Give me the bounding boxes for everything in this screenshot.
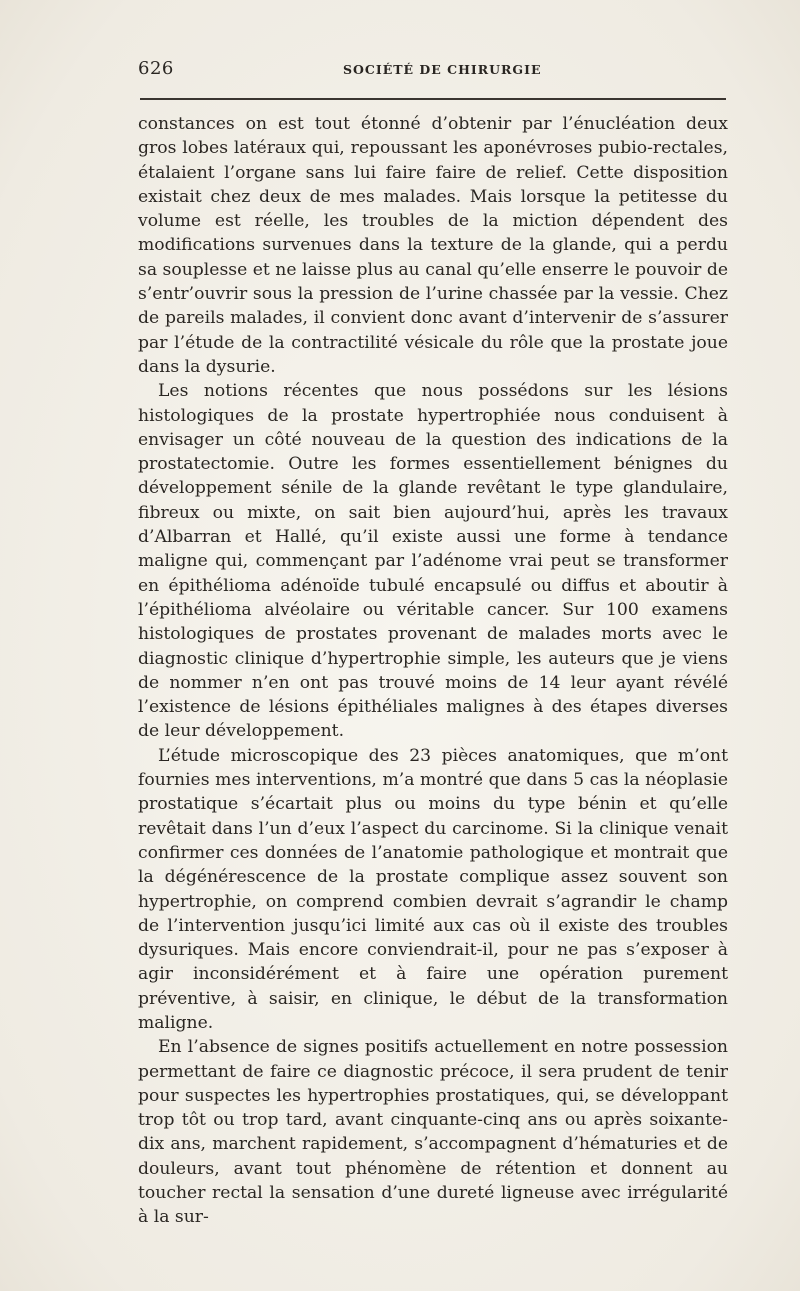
paragraph-histology: Les notions récentes que nous possédons sur les lésions histologiques de la prostate hypertrophiée nous conduisent à envisager un côté nouveau de la question des indications de la prostatectomie. Outre les formes essentiellement bénignes du développement sénile de la glande revêtant le type glandulaire, fibreux ou mixte, on sait bien aujourd’hui, après les travaux d’Albarran et Hallé, qu’il existe aussi une forme à tendance maligne qui, commençant par l’adénome vrai peut se transformer en épithélioma adénoïde tubulé encapsulé ou diffus et aboutir à l’épithélioma alvéolaire ou véritable cancer. Sur 100 examens histologiques de prostates provenant de malades morts avec le diagnostic clinique d’hypertrophie simple, les auteurs que je viens de nommer n’en ont pas trouvé moins de 14 leur ayant révélé l’existence de lésions épithéliales malignes à des étapes diverses de leur développement. [138, 381, 728, 742]
header-rule [140, 98, 726, 100]
paragraph-microscopy: L’étude microscopique des 23 pièces anatomiques, que m’ont fournies mes interventions, m’a montré que dans 5 cas la néoplasie prostatique s’écartait plus ou moins du type bénin et qu’elle revêtait dans l’un d’eux l’aspect du carcinome. Si la clinique venait confirmer ces données de l’anatomie pathologique et montrait que la dégénérescence de la prostate complique assez souvent son hypertrophie, on comprend combien devrait s’agrandir le champ de l’intervention jusqu’ici limité aux cas où il existe des troubles dysuriques. Mais encore conviendrait-il, pour ne pas s’exposer à agir inconsidérément et à faire une opération purement préventive, à saisir, en clinique, le début de la transformation maligne. [138, 745, 728, 1033]
page-header [138, 58, 728, 82]
running-head: SOCIÉTÉ DE CHIRURGIE [343, 62, 542, 77]
body-text [138, 112, 728, 1230]
paragraph-continued: constances on est tout étonné d’obtenir par l’énucléation deux gros lobes latéraux qui, repoussant les aponévroses pubio-rectales, étalaient l’organe sans lui faire faire de relief. Cette disposition existait chez deux de mes malades. Mais lorsque la petitesse du volume est réelle, les troubles de la miction dépendent des modifications survenues dans la texture de la glande, qui a perdu sa souplesse et ne laisse plus au canal qu’elle enserre le pouvoir de s’entr’ouvrir sous la pression de l’urine chassée par la vessie. Chez de pareils malades, il convient donc avant d’intervenir de s’assurer par l’étude de la contractilité vésicale du rôle que la prostate joue dans la dysurie. [138, 114, 728, 377]
paragraph-diagnosis: En l’absence de signes positifs actuellement en notre possession permettant de faire ce diagnostic précoce, il sera prudent de tenir pour suspectes les hypertrophies prostatiques, qui, se développant trop tôt ou trop tard, avant cinquante-cinq ans ou après soixante-dix ans, marchent rapidement, s’accompagnent d’hématuries et de douleurs, avant tout phénomène de rétention et donnent au toucher rectal la sensation d’une dureté ligneuse avec irrégularité à la sur- [138, 1037, 728, 1228]
page-number: 626 [138, 58, 174, 79]
